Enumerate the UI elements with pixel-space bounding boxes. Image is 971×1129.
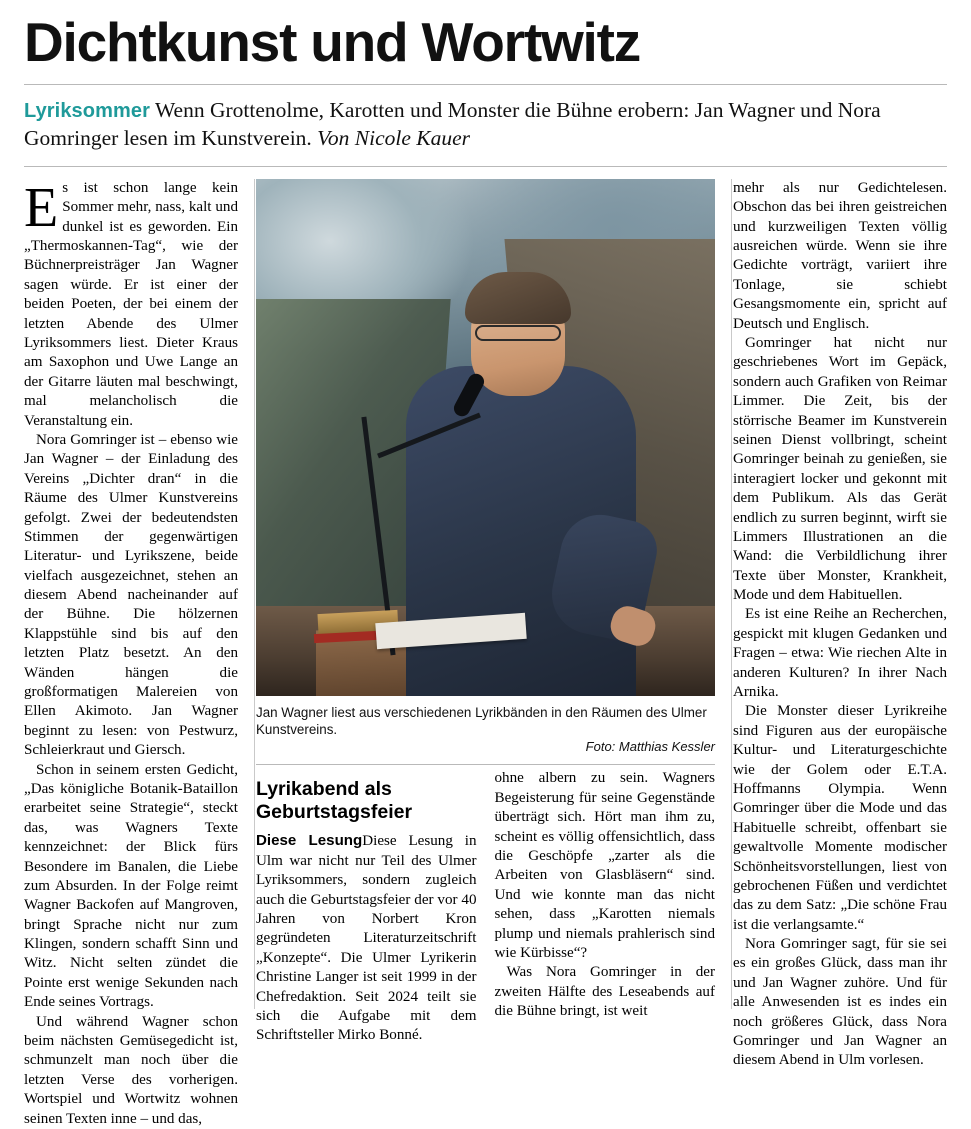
sidebar-lead-in: Diese Lesung (256, 832, 363, 850)
divider-top (24, 84, 947, 85)
paragraph: Die Monster dieser Lyrikreihe sind Figuren aus der europäische Kultur- und Literaturgeschichte wie der Golem oder E.T.A. Hoffmanns Olympia. Wenn Gomringer über die Mode und das Habituelle schreibt, offenbart sie gewaltvolle Momente modischer Schönheitsvorstellungen, liest von gebrochenen Füßen und verdichtet das zu dem Satz: „Die schöne Frau ist die verlangsamte.“ (733, 703, 947, 933)
column-middle (256, 179, 715, 1044)
paragraph: Und während Wagner schon beim nächsten Gemüsegedicht ist, schmunzelt man noch über die letzten Verse des vorherigen. Wortspiel und Wortwitz wohnen seinen Texten inne – und das, (24, 1013, 238, 1127)
article-photo-block (256, 179, 715, 766)
byline: Von Nicole Kauer (317, 126, 471, 151)
sidebar-body: Diese Lesung in Ulm war nicht nur Teil des Ulmer Lyriksommers, sondern zugleich auch die Geburtstagsfeier der vor 40 Jahren von Norbert Kron gegründeten Literaturzeitschrift „Konzepte“. Die Ulmer Lyrikerin Christine Langer ist seit 1999 in der Chefredaktion. Seit 2024 teilt sie sich die Aufgabe mit dem Schriftsteller Mirko Bonné. (256, 833, 477, 1044)
photo-speaker-glasses (475, 325, 561, 341)
paragraph: ohne albern zu sein. Wagners Begeisterung für seine Gegenstände überträgt sich. Hört man ihm zu, scheint es völlig offensichtlich, dass die Geschöpfe „zarter als die Arbeiten von Glasbläsern“ sind. Und wie konnte man das nicht sehen, dass „Karotten niemals plump und niemals prahlerisch sind wie Kürbisse“? (494, 770, 715, 961)
article-deck (24, 96, 947, 153)
paragraph: Es ist schon lange kein Sommer mehr, nass, kalt und dunkel ist es geworden. Ein „Thermoskannen-Tag“, wie der Büchnerpreisträger Jan Wagner sagen würde. Er ist einer der beiden Poeten, der bei einem der letzten Abende des Ulmer Lyriksommers liest. Dieter Kraus am Saxophon und Uwe Lange an der Gitarre läuten mal beschwingt, mal melancholisch die Veranstaltung ein. (24, 176, 238, 429)
article-page (0, 11, 971, 1127)
paragraph: mehr als nur Gedichtelesen. Obschon das bei ihren geistreichen und kurzweiligen Texten völlig ausreichen würde. Wenn sie ihre Gedichte vorträgt, variiert ihre Tonlage, sie schiebt Gesangsmomente ein, spricht auf Deutsch und Englisch. (733, 179, 947, 332)
paragraph: Schon in seinem ersten Gedicht, „Das königliche Botanik-Bataillon erarbeitet seine Strategie“, steckt das, was Wagners Texte kennzeichnet: der Blick fürs Besondere im Banalen, die Liebe zum Absurden. In der Folge reimt Wagner Backofen auf Mangroven, bringt Sprache nicht nur zum Klingen, sondern schafft Sinn und Witz. Nicht selten zündet die Pointe erst wenige Sekunden nach Ende seines Vortrags. (24, 761, 238, 1011)
paragraph: Es ist eine Reihe an Recherchen, gespickt mit klugen Gedanken und Fragen – etwa: Wie riechen Alte in anderen Kulturen? In ihrer Nach Arnika. (733, 606, 947, 701)
article-photo (256, 179, 715, 696)
paragraph: Gomringer hat nicht nur geschriebenes Wort im Gepäck, sondern auch Grafiken von Reimar Limmer. Die Zeit, bis der störrische Beamer im Kunstverein seinen Dienst vollbringt, scheint Gomringer beinah zu genießen, sie interagiert locker und gekonnt mit dem Publikum. Als das Gerät endlich zu surren beginnt, wirft sie Limmers Illustrationen an die Wand: die Verbildlichung ihrer Texte über Monster, Krankheit, Mode und dem Habituellen. (733, 334, 947, 604)
article-columns (24, 176, 947, 1127)
divider-deck (24, 166, 947, 167)
paragraph: Nora Gomringer sagt, für sie sei es ein großes Glück, dass man ihr und Jan Wagner zuhöre. Und für alle Anwesenden ist es indes ein noch größeres Glück, dass Nora Gomringer und Jan Wagner an diesem Abend in Ulm vorlesen. (733, 936, 947, 1069)
column-divider-1 (254, 179, 255, 1009)
column-left (24, 176, 238, 1127)
photo-caption-text: Jan Wagner liest aus verschiedenen Lyrikbänden in den Räumen des Ulmer Kunstvereins. (256, 704, 707, 737)
kicker-label: Lyriksommer (24, 100, 150, 123)
deck-text: Wenn Grottenolme, Karotten und Monster die Bühne erobern: Jan Wagner und Nora Gomringer lesen im Kunstverein. (24, 98, 881, 151)
lower-columns (256, 769, 715, 1045)
photo-speaker-hair (465, 272, 571, 324)
paragraph (256, 831, 477, 1045)
sidebar-column (256, 769, 477, 1045)
photo-caption (256, 704, 715, 756)
sub-headline: Lyrikabend als Geburtstagsfeier (256, 778, 413, 824)
column-middle-lower (495, 769, 716, 1045)
paragraph: Was Nora Gomringer in der zweiten Hälfte des Leseabends auf die Bühne bringt, ist weit (494, 964, 715, 1020)
column-divider-2 (731, 179, 732, 1009)
photo-credit: Foto: Matthias Kessler (585, 738, 715, 754)
divider-caption (256, 764, 715, 765)
column-right (733, 179, 947, 1069)
paragraph: Nora Gomringer ist – ebenso wie Jan Wagner – der Einladung des Vereins „Dichter dran“ in die Räume des Ulmer Kunstvereins gefolgt. Zwei der bedeutendsten Stimmen der gegenwärtigen Literatur- und Lyrikszene, beide vielfach ausgezeichnet, stehen an diesem Abend nacheinander auf der Bühne. Die hölzernen Klappstühle sind bis auf den letzten Platz besetzt. An den Wänden hängen die großformatigen Malereien von Ellen Akimoto. Jan Wagner beginnt zu lesen: von Pestwurz, Schleierkraut und Giersch. (24, 431, 238, 759)
page-title: Dichtkunst und Wortwitz (24, 11, 641, 73)
